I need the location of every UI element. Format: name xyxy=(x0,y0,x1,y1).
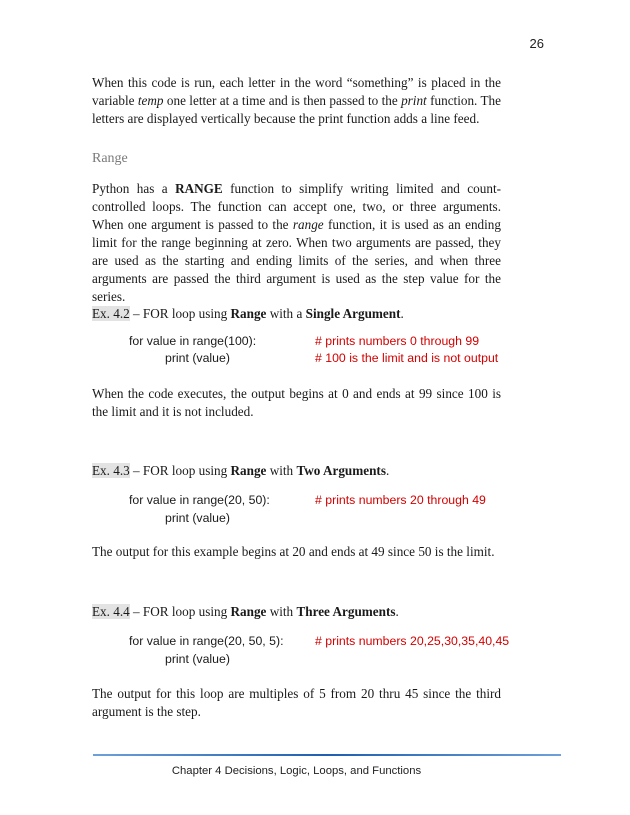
intro-paragraph: When this code is run, each letter in the word “something” is placed in the variable temp one letter at a time and is then passed to the print function. The letters are displayed vertically because the print function adds a line feed. xyxy=(92,75,502,126)
example-label: Ex. 4.3 xyxy=(92,463,130,478)
code-comment: # prints numbers 0 through 99 xyxy=(315,334,480,348)
code-comment: # 100 is the limit and is not output xyxy=(315,351,499,365)
example-heading: Ex. 4.4 – FOR loop using Range with Three Arguments. xyxy=(92,604,399,619)
code-line: for value in range(100): xyxy=(129,334,257,348)
example-label: Ex. 4.2 xyxy=(92,306,130,321)
code-line: print (value) xyxy=(165,351,230,365)
code-comment: # prints numbers 20 through 49 xyxy=(315,493,486,507)
code-line: for value in range(20, 50): xyxy=(129,493,270,507)
code-comment: # prints numbers 20,25,30,35,40,45 xyxy=(315,634,510,648)
example-label: Ex. 4.4 xyxy=(92,604,130,619)
range-paragraph: Python has a RANGE function to simplify writing limited and count-controlled loops. The function can accept one, two, or three arguments. When one argument is passed to the range function, it is used as an ending limit for the range beginning at zero. When two arguments are passed, they are used as the starting and ending limits of the series, and when three arguments are passed the third argument is used as the step value for the series. xyxy=(92,181,501,304)
explanation-paragraph: The output for this example begins at 20 and ends at 49 since 50 is the limit. xyxy=(92,544,495,559)
example-heading: Ex. 4.2 – FOR loop using Range with a Single Argument. xyxy=(92,306,404,321)
code-line: print (value) xyxy=(165,511,230,525)
explanation-paragraph: When the code executes, the output begins at 0 and ends at 99 since 100 is the limit and it is not included. xyxy=(92,386,501,419)
code-line: for value in range(20, 50, 5): xyxy=(129,634,284,648)
section-heading: Range xyxy=(92,151,128,166)
footer-rule xyxy=(93,754,561,756)
example-heading: Ex. 4.3 – FOR loop using Range with Two Arguments. xyxy=(92,463,390,478)
code-line: print (value) xyxy=(165,652,230,666)
page-number: 26 xyxy=(529,36,544,51)
footer-chapter-title: Chapter 4 Decisions, Logic, Loops, and Functions xyxy=(171,765,422,777)
explanation-paragraph: The output for this loop are multiples of 5 from 20 thru 45 since the third argument is the step. xyxy=(92,686,501,719)
